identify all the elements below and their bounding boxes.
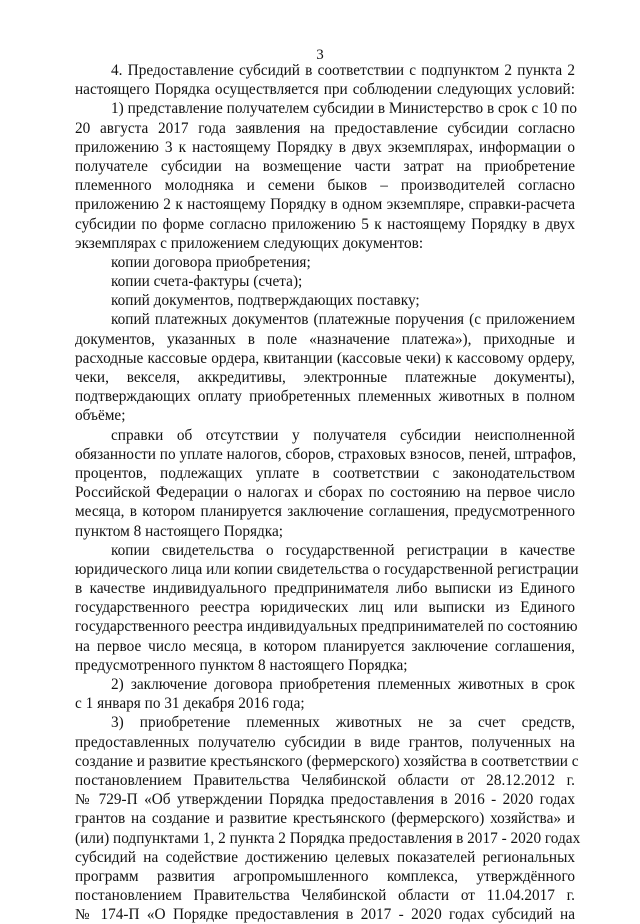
document-body: [75, 61, 581, 924]
text-line: копий документов, подтверждающих поставку;: [111, 292, 420, 310]
text-line: 4. Предоставление субсидий в соответствии с подпунктом 2 пункта 2: [111, 62, 575, 79]
text-line: объёме;: [75, 407, 126, 425]
text-line: обязанности по уплате налогов, сборов, страховых взносов, пеней, штрафов,: [75, 445, 577, 463]
text-line: Российской Федерации о налогах и сборах по состоянию на первое число: [75, 484, 575, 502]
text-line: предоставленных получателю субсидии в виде грантов, полученных на: [75, 733, 575, 751]
text-line: справки об отсутствии у получателя субсидии неисполненной: [111, 426, 575, 444]
page-number: 3: [316, 47, 324, 63]
text-line: копий платежных документов (платежные поручения (с приложением: [111, 311, 575, 329]
text-line: № 174-П «О Порядке предоставления в 2017 - 2020 годах субсидий на: [75, 906, 575, 924]
text-line: программ развития агропромышленного комплекса, утверждённого: [75, 867, 575, 885]
text-line: настоящего Порядка осуществляется при соблюдении следующих условий:: [75, 81, 575, 99]
text-line: субсидий на содействие достижению целевых показателей региональных: [75, 848, 575, 866]
text-line: (или) подпунктами 1, 2 пункта 2 Порядка предоставления в 2017 - 2020 годах: [75, 829, 581, 847]
text-line: субсидии по форме согласно приложению 5 к настоящему Порядку в двух: [75, 215, 575, 233]
text-line: государственного реестра юридических лиц или выписки из Единого: [75, 599, 575, 617]
text-line: № 729-П «Об утверждении Порядка предоставления в 2016 - 2020 годах: [75, 791, 575, 809]
text-line: постановлением Правительства Челябинской области от 28.12.2012 г.: [75, 771, 575, 789]
text-line: экземплярах с приложением следующих документов:: [75, 234, 424, 252]
text-line: приложению 3 к настоящему Порядку в двух экземплярах, информации о: [75, 138, 575, 156]
text-line: пунктом 8 настоящего Порядка;: [75, 522, 284, 540]
text-line: чеки, векселя, аккредитивы, электронные платежные документы),: [75, 369, 575, 386]
text-line: месяца, в котором планируется заключение соглашения, предусмотренного: [75, 503, 575, 521]
text-line: создание и развитие крестьянского (фермерского) хозяйства в соответствии с: [75, 752, 579, 770]
text-line: 3) приобретение племенных животных не за счет средств,: [111, 714, 575, 732]
text-line: копии свидетельства о государственной регистрации в качестве: [111, 541, 575, 559]
text-line: государственного реестра индивидуальных предпринимателей по состоянию: [75, 618, 578, 636]
text-line: 20 августа 2017 года заявления на предоставление субсидии согласно: [75, 119, 575, 137]
text-line: приложению 2 к настоящему Порядку в одном экземпляре, справки-расчета: [75, 196, 575, 214]
text-line: с 1 января по 31 декабря 2016 года;: [75, 695, 305, 713]
text-line: в качестве индивидуального предпринимателя либо выписки из Единого: [75, 580, 575, 598]
text-line: предусмотренного пунктом 8 настоящего Порядка;: [75, 656, 408, 674]
text-line: 2) заключение договора приобретения племенных животных в срок: [111, 676, 575, 693]
text-line: на первое число месяца, в котором планируется заключение соглашения,: [75, 637, 575, 655]
text-line: расходные кассовые ордера, квитанции (кассовые чеки) к кассовому ордеру,: [75, 349, 575, 367]
text-line: документов, указанных в поле «назначение платежа»), приходные и: [75, 330, 575, 348]
text-line: копии счета-фактуры (счета);: [111, 273, 303, 291]
text-line: постановлением Правительства Челябинской области от 11.04.2017 г.: [75, 887, 575, 905]
text-line: копии договора приобретения;: [111, 253, 311, 271]
text-line: юридического лица или копии свидетельства о государственной регистрации: [75, 560, 579, 578]
text-line: процентов, подлежащих уплате в соответствии с законодательством: [75, 464, 575, 482]
text-line: племенного молодняка и семени быков – производителей согласно: [75, 177, 575, 195]
text-line: подтверждающих оплату приобретенных племенных животных в полном: [75, 388, 575, 406]
text-line: грантов на создание и развитие крестьянского (фермерского) хозяйства» и: [75, 810, 575, 828]
text-line: получателе субсидии на возмещение части затрат на приобретение: [75, 157, 575, 175]
text-line: 1) представление получателем субсидии в Министерство в срок с 10 по: [111, 100, 577, 118]
